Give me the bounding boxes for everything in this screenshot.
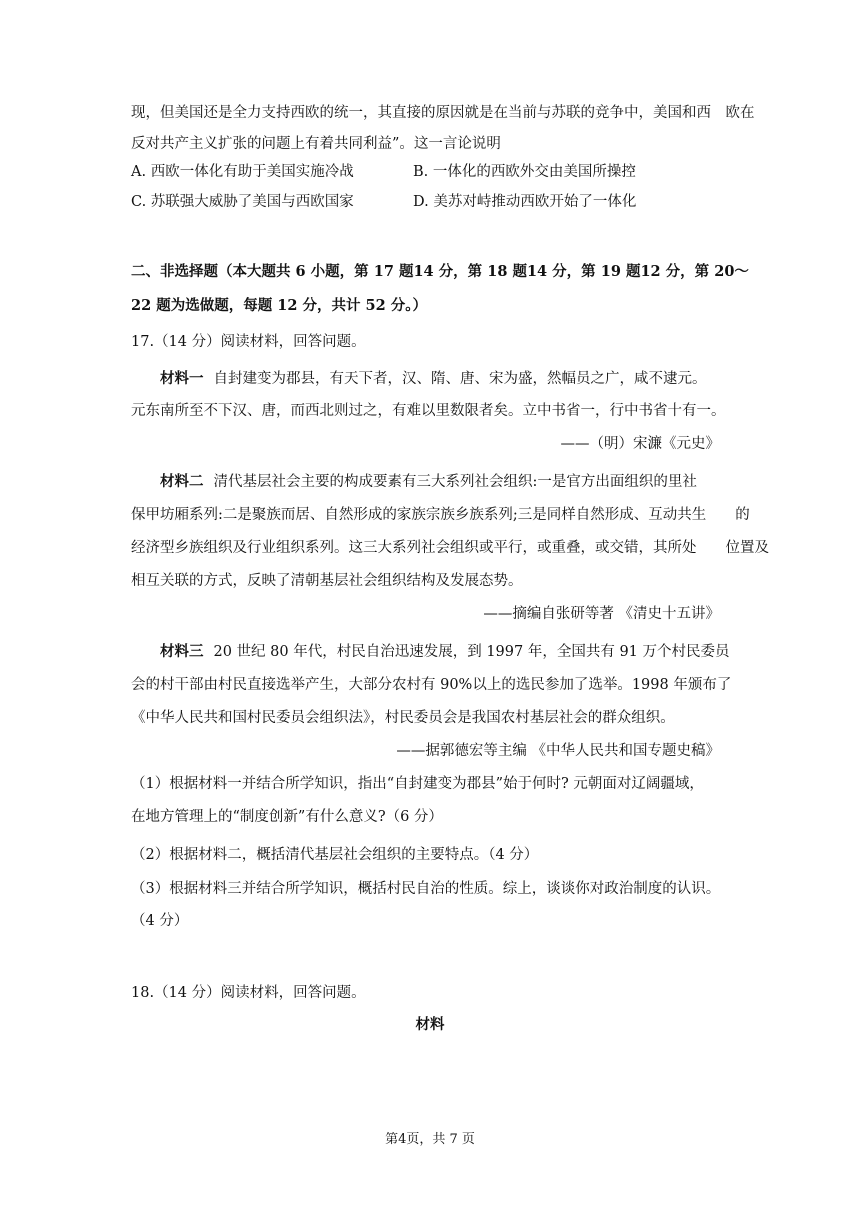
material-text: 清代基层社会主要的构成要素有三大系列社会组织:一是官方出面组织的里社 (213, 474, 697, 490)
q16-line2: 反对共产主义扩张的问题上有着共同利益”。这一言论说明 (131, 136, 501, 152)
material-label: 材料一 (160, 370, 204, 387)
q17-m2-source: ——摘编自张研等著 《清史十五讲》 (483, 606, 720, 622)
material-text: 自封建变为郡县，有天下者，汉、隋、唐、宋为盛，然幅员之广，咸不逮元。 (213, 371, 707, 387)
q17-m3-source: ——据郭德宏等主编 《中华人民共和国专题史稿》 (396, 743, 720, 759)
q17-m1-line1 (160, 369, 707, 389)
q17-m3-line2: 会的村干部由村民直接选举产生，大部分农村有 90%以上的选民参加了选举。1998 年颁布了 (131, 677, 732, 693)
section2-heading-line2: 22 题为选做题，每题 12 分，共计 52 分。） (131, 297, 428, 314)
q17-sub3-line2: （4 分） (131, 913, 189, 929)
q17-sub2: （2）根据材料二，概括清代基层社会组织的主要特点。（4 分） (131, 847, 539, 863)
option-b: B. 一体化的西欧外交由美国所操控 (413, 164, 636, 180)
q17-m1-source: ——（明）宋濂《元史》 (560, 436, 720, 452)
option-a: A. 西欧一体化有助于美国实施冷战 (131, 164, 354, 180)
q17-m2-line2: 保甲坊厢系列:二是聚族而居、自然形成的家族宗族乡族系列;三是同样自然形成、互动共生 的 (131, 507, 750, 523)
q17-sub3-line1: （3）根据材料三并结合所学知识，概括村民自治的性质。综上，谈谈你对政治制度的认识。 (131, 881, 721, 897)
page-footer: 第4页，共 7 页 (385, 1132, 475, 1147)
q17-m1-line2: 元东南所至不下汉、唐，而西北则过之，有难以里数限者矣。立中书省一，行中书省十有一。 (131, 403, 726, 419)
q17-m2-line1 (160, 472, 697, 492)
q18-material-title: 材料 (415, 1016, 445, 1033)
q17-m3-line1 (160, 642, 730, 662)
material-label: 材料二 (160, 473, 204, 490)
q18-stem: 18.（14 分）阅读材料，回答问题。 (131, 985, 366, 1001)
q17-sub1-line2: 在地方管理上的“制度创新”有什么意义?（6 分） (131, 809, 443, 825)
option-d: D. 美苏对峙推动西欧开始了一体化 (413, 194, 637, 210)
option-c: C. 苏联强大威胁了美国与西欧国家 (131, 194, 354, 210)
material-label: 材料三 (160, 643, 204, 660)
q16-line1: 现，但美国还是全力支持西欧的统一，其直接的原因就是在当前与苏联的竞争中，美国和西 欧在 (131, 105, 755, 121)
q17-sub1-line1: （1）根据材料一并结合所学知识，指出“自封建变为郡县”始于何时? 元朝面对辽阔疆域， (131, 776, 704, 792)
material-text: 20 世纪 80 年代，村民自治迅速发展，到 1997 年，全国共有 91 万个村民委员 (213, 644, 730, 660)
q17-m2-line3: 经济型乡族组织及行业组织系列。这三大系列社会组织或平行，或重叠，或交错，其所处 位置及 (131, 540, 769, 556)
q17-stem: 17.（14 分）阅读材料，回答问题。 (131, 334, 366, 350)
section2-heading-line1: 二、非选择题（本大题共 6 小题，第 17 题14 分，第 18 题14 分，第 19 题12 分，第 20～ (131, 263, 749, 280)
q17-m3-line3: 《中华人民共和国村民委员会组织法》，村民委员会是我国农村基层社会的群众组织。 (131, 710, 675, 726)
q17-m2-line4: 相互关联的方式，反映了清朝基层社会组织结构及发展态势。 (131, 573, 523, 589)
